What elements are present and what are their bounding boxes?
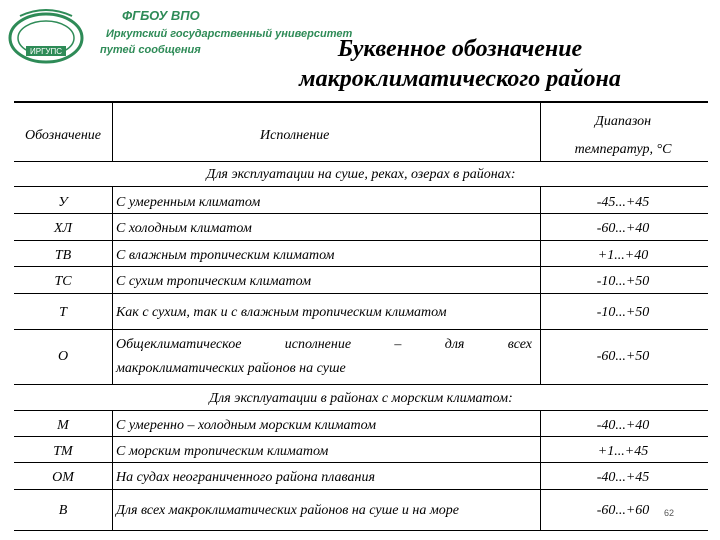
row-desc: С сухим тропическим климатом	[116, 274, 312, 289]
row-range: -60...+60	[596, 503, 650, 518]
org-line-1: ФГБОУ ВПО	[122, 8, 200, 23]
row-range: -10...+50	[596, 305, 650, 320]
slide-title	[270, 34, 650, 94]
row-desc: Для всех макроклиматических районов на суше и на море	[116, 503, 460, 518]
desc-word: Общеклиматическое	[116, 337, 242, 352]
org-line-3: путей сообщения	[100, 44, 201, 56]
table-column-divider	[112, 410, 113, 530]
desc-word: для	[444, 337, 465, 352]
table-column-divider	[540, 103, 541, 161]
title-line-2: макроклиматического района	[299, 66, 621, 92]
table-divider	[14, 462, 708, 463]
table-divider	[14, 240, 708, 241]
row-range: +1...+40	[597, 248, 649, 263]
table-divider	[14, 266, 708, 267]
col-header-desc: Исполнение	[260, 128, 330, 143]
row-code: О	[57, 349, 69, 364]
row-range: +1...+45	[597, 444, 649, 459]
row-desc-line1	[116, 337, 532, 353]
page-number: 62	[664, 508, 675, 518]
table-divider	[14, 161, 708, 162]
row-range: -60...+40	[596, 221, 650, 236]
row-code: ТВ	[54, 248, 72, 263]
row-desc-line2: макроклиматических районов на суше	[116, 361, 346, 376]
desc-word: всех	[507, 337, 532, 352]
row-desc: С холодным климатом	[116, 221, 252, 236]
row-range: -10...+50	[596, 274, 650, 289]
row-range: -45...+45	[596, 195, 650, 210]
col-header-range-line1: Диапазон	[594, 114, 652, 129]
row-desc: С умеренно – холодным морским климатом	[116, 418, 377, 433]
table-column-divider	[540, 410, 541, 530]
section-heading-marine: Для эксплуатации в районах с морским климатом:	[209, 391, 513, 406]
row-desc: Как с сухим, так и с влажным тропическим климатом	[116, 305, 447, 320]
row-range: -40...+40	[596, 418, 650, 433]
col-header-code: Обозначение	[24, 128, 102, 143]
table-divider	[14, 293, 708, 294]
university-logo	[6, 6, 96, 66]
title-line-1: Буквенное обозначение	[337, 36, 583, 62]
row-desc: С влажным тропическим климатом	[116, 248, 335, 263]
row-range: -40...+45	[596, 470, 650, 485]
row-code: ТМ	[53, 444, 73, 459]
table-column-divider	[112, 186, 113, 384]
row-desc: С морским тропическим климатом	[116, 444, 329, 459]
slide-header	[0, 0, 720, 100]
row-code: В	[58, 503, 68, 518]
row-code: ХЛ	[53, 221, 73, 236]
table-divider	[14, 213, 708, 214]
row-code: ТС	[54, 274, 72, 289]
table-divider	[14, 530, 708, 531]
row-desc: С умеренным климатом	[116, 195, 261, 210]
org-line-2: Иркутский государственный университет	[106, 28, 353, 40]
table-divider	[14, 436, 708, 437]
table-column-divider	[540, 186, 541, 384]
desc-word: –	[394, 337, 402, 352]
row-code: У	[58, 195, 68, 210]
table-divider	[14, 489, 708, 490]
table-column-divider	[112, 103, 113, 161]
logo-emblem-icon	[6, 6, 96, 66]
col-header-range-line2: температур, °С	[574, 142, 672, 157]
table-divider	[14, 410, 708, 411]
section-heading-land: Для эксплуатации на суше, реках, озерах в районах:	[206, 167, 516, 182]
table-divider	[14, 329, 708, 330]
row-code: М	[57, 418, 69, 433]
logo-text: ИРГУПС	[29, 47, 63, 56]
table-divider	[14, 384, 708, 385]
row-code: Т	[59, 305, 67, 320]
row-range: -60...+50	[596, 349, 650, 364]
header-divider	[14, 101, 708, 103]
desc-word: исполнение	[284, 337, 352, 352]
table-divider	[14, 186, 708, 187]
row-desc: На судах неограниченного района плавания	[116, 470, 375, 485]
row-code: ОМ	[52, 470, 74, 485]
